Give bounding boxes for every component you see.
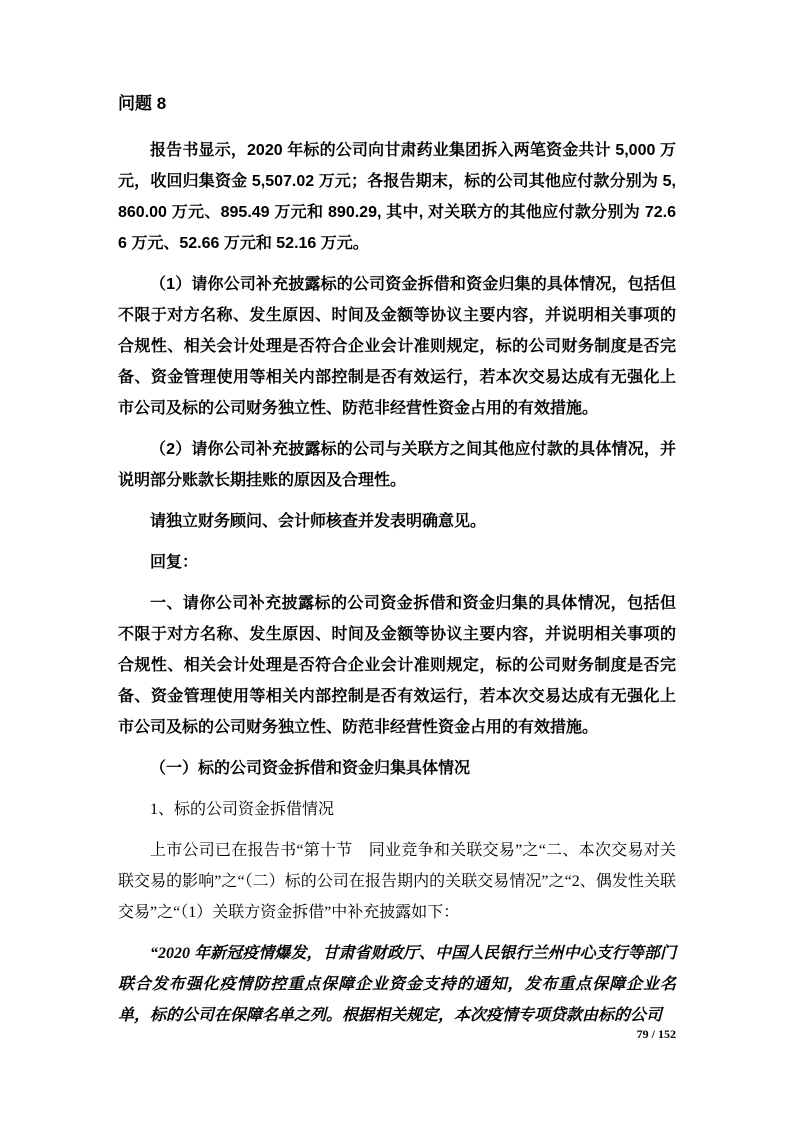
subsection-heading: 1、标的公司资金拆借情况 [150, 801, 335, 818]
disclosure-quote-paragraph: “2020 年新冠疫情爆发，甘肃省财政厅、中国人民银行兰州中心支行等部门联合发布强化疫情防控重点保障企业资金支持的通知，发布重点保障企业名单，标的公司在保障名单之列。根据相关规定，本次疫情专项贷款由标的公司 [118, 945, 676, 1024]
question-item-1-paragraph: （1）请你公司补充披露标的公司资金拆借和资金归集的具体情况，包括但不限于对方名称、发生原因、时间及金额等协议主要内容，并说明相关事项的合规性、相关会计处理是否符合企业会计准则规定，标的公司财务制度是否完备、资金管理使用等相关内部控制是否有效运行，若本次交易达成有无强化上市公司及标的公司财务独立性、防范非经营性资金占用的有效措施。 [118, 276, 676, 417]
reply-label: 回复： [150, 554, 199, 571]
question-item-2-paragraph: （2）请你公司补充披露标的公司与关联方之间其他应付款的具体情况，并说明部分账款长期挂账的原因及合理性。 [118, 441, 676, 489]
disclosure-reference-paragraph: 上市公司已在报告书“第十节 同业竞争和关联交易”之“二、本次交易对关联交易的影响”之“（二）标的公司在报告期内的关联交易情况”之“2、偶发性关联交易”之“（1）关联方资金拆借”中补充披露如下： [118, 842, 676, 921]
verification-request-paragraph: 请独立财务顾问、会计师核查并发表明确意见。 [150, 513, 487, 530]
reply-item-1-paragraph: 一、请你公司补充披露标的公司资金拆借和资金归集的具体情况，包括但不限于对方名称、发生原因、时间及金额等协议主要内容，并说明相关事项的合规性、相关会计处理是否符合企业会计准则规定，标的公司财务制度是否完备、资金管理使用等相关内部控制是否有效运行，若本次交易达成有无强化上市公司及标的公司财务独立性、防范非经营性资金占用的有效措施。 [118, 595, 676, 736]
question-summary-paragraph: 报告书显示，2020 年标的公司向甘肃药业集团拆入两笔资金共计 5,000 万元，收回归集资金 5,507.02 万元；各报告期末，标的公司其他应付款分别为 5,860.00 万元、895.49 万元和 890.29, 其中, 对关联方的其他应付款分别为 72.66 万元、52.66 万元和 52.16 万元。 [118, 142, 676, 252]
page-number: 79 / 152 [636, 1027, 676, 1041]
page-title: 问题 8 [118, 94, 167, 113]
section-heading: （一）标的公司资金拆借和资金归集具体情况 [150, 760, 471, 777]
